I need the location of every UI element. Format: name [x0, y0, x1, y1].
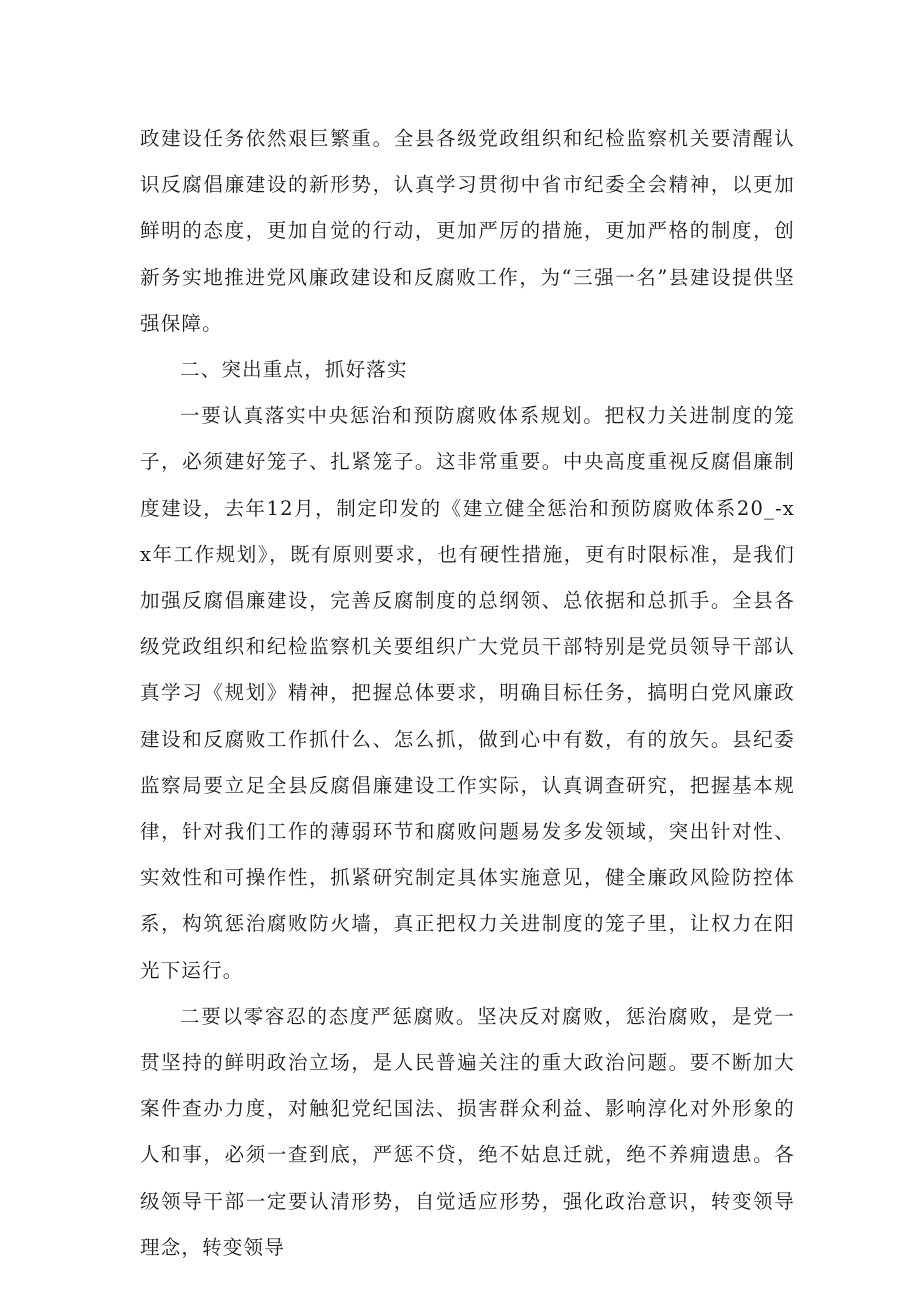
paragraph-second-requirement: 二要以零容忍的态度严惩腐败。坚决反对腐败，惩治腐败，是党一贯坚持的鲜明政治立场，是人民普遍关注的重大政治问题。要不断加大案件查办力度，对触犯党纪国法、损害群众利益、影响淳化对外形象的人和事，必须一查到底，严惩不贷，绝不姑息迁就，绝不养痈遗患。各级领导干部一定要认清形势，自觉适应形势，强化政治意识，转变领导理念，转变领导: [140, 1004, 795, 1259]
paragraph-first-requirement: 一要认真落实中央惩治和预防腐败体系规划。把权力关进制度的笼子，必须建好笼子、扎紧笼子。这非常重要。中央高度重视反腐倡廉制度建设，去年12月，制定印发的《建立健全惩治和预防腐败体系20_-xx年工作规划》，既有原则要求，也有硬性措施，更有时限标准，是我们加强反腐倡廉建设，完善反腐制度的总纲领、总依据和总抓手。全县各级党政组织和纪检监察机关要组织广大党员干部特别是党员领导干部认真学习《规划》精神，把握总体要求，明确目标任务，搞明白党风廉政建设和反腐败工作抓什么、怎么抓，做到心中有数，有的放矢。县纪委监察局要立足全县反腐倡廉建设工作实际，认真调查研究，把握基本规律，针对我们工作的薄弱环节和腐败问题易发多发领域，突出针对性、实效性和可操作性，抓紧研究制定具体实施意见，健全廉政风险防控体系，构筑惩治腐败防火墙，真正把权力关进制度的笼子里，让权力在阳光下运行。: [140, 404, 795, 982]
document-body: [140, 116, 795, 1271]
paragraph-continuation: 政建设任务依然艰巨繁重。全县各级党政组织和纪检监察机关要清醒认识反腐倡廉建设的新形势，认真学习贯彻中省市纪委全会精神，以更加鲜明的态度，更加自觉的行动，更加严厉的措施，更加严格的制度，创新务实地推进党风廉政建设和反腐败工作，为“三强一名”县建设提供坚强保障。: [140, 127, 795, 335]
section-heading: 二、突出重点，抓好落实: [180, 358, 408, 382]
